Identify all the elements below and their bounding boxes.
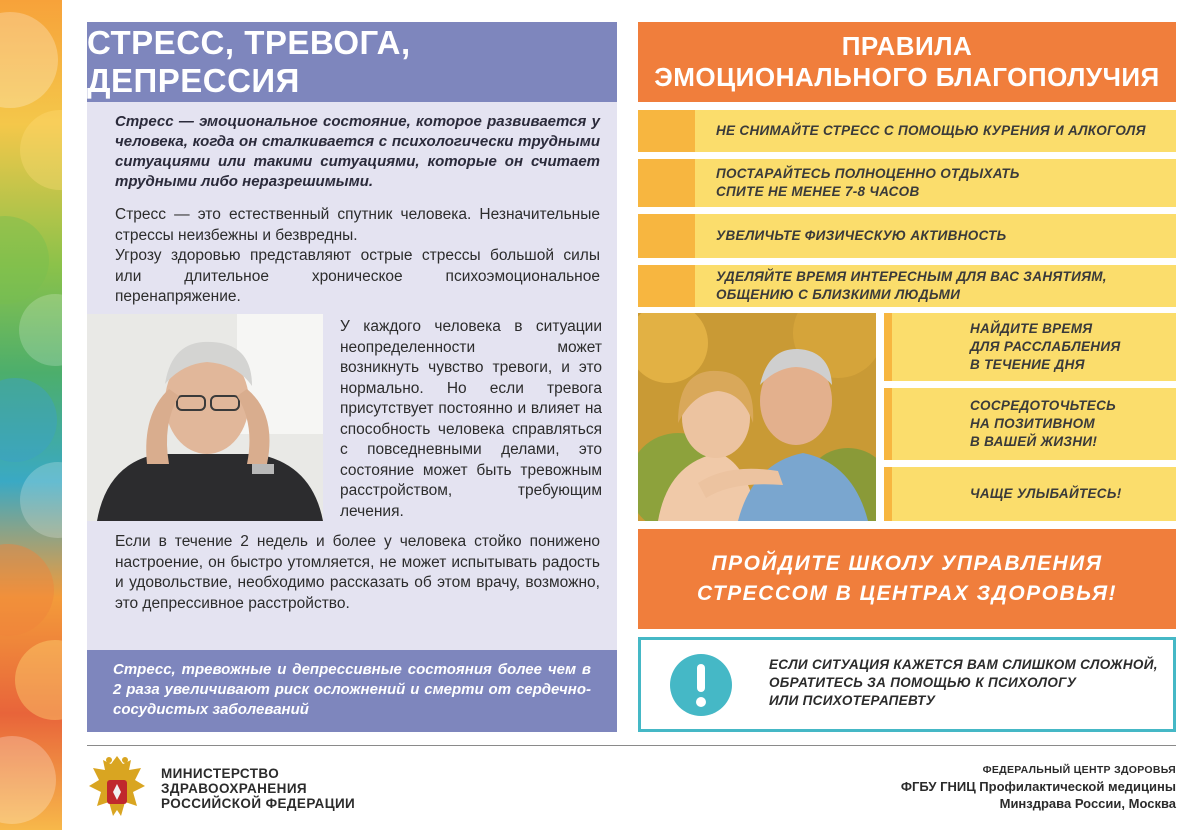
right-title-line2: ЭМОЦИОНАЛЬНОГО БЛАГОПОЛУЧИЯ: [654, 62, 1160, 92]
rule-row-rest: [638, 159, 1176, 207]
left-body: [87, 102, 617, 650]
left-title: СТРЕСС, ТРЕВОГА, ДЕПРЕССИЯ: [87, 24, 411, 99]
rule-text: СОСРЕДОТОЧЬТЕСЬ: [970, 398, 1116, 413]
rule-row-hobbies: [638, 265, 1176, 307]
stress-info-panel: [87, 22, 617, 732]
photo-stressed-man: [87, 314, 323, 521]
wellbeing-rules-panel: [638, 22, 1176, 732]
rule-row-no-smoking: [638, 110, 1176, 152]
rule-text: УВЕЛИЧЬТЕ ФИЗИЧЕСКУЮ АКТИВНОСТЬ: [716, 228, 1007, 243]
rule-text: ЧАЩЕ УЛЫБАЙТЕСЬ!: [970, 486, 1122, 501]
center-line2: ФГБУ ГНИЦ Профилактической медицины: [900, 779, 1176, 794]
center-line1: ФЕДЕРАЛЬНЫЙ ЦЕНТР ЗДОРОВЬЯ: [982, 764, 1176, 776]
psychologist-alert-box: [638, 637, 1176, 732]
health-center-info: [901, 763, 1176, 812]
footer-divider: [87, 745, 1176, 746]
alert-text: [769, 656, 1159, 710]
rule-text: ДЛЯ РАССЛАБЛЕНИЯ: [970, 339, 1121, 354]
rule-text: УДЕЛЯЙТЕ ВРЕМЯ ИНТЕРЕСНЫМ ДЛЯ ВАС ЗАНЯТИЯМ,: [716, 269, 1107, 284]
decorative-pattern: [0, 0, 62, 830]
ministry-line1: МИНИСТЕРСТВО: [161, 766, 280, 781]
rule-text: НЕ СНИМАЙТЕ СТРЕСС С ПОМОЩЬЮ КУРЕНИЯ И АЛКОГОЛЯ: [716, 123, 1146, 138]
rule-text: НАЙДИТЕ ВРЕМЯ: [970, 321, 1093, 336]
right-title-line1: ПРАВИЛА: [841, 31, 973, 61]
ministry-name: [161, 766, 355, 811]
left-title-bar: [87, 22, 617, 102]
alert-line3: ИЛИ ПСИХОТЕРАПЕВТУ: [769, 693, 936, 708]
paragraph-anxiety: У каждого человека в ситуации неопределенности может возникнуть чувство тревоги, и это нормально. Но если тревога присутствует постоянно и влияет на способность человека справляться с повседневными делами, это состояние может быть тревожным расстройством, требующим лечения.: [340, 318, 602, 520]
rule-text: В ВАШЕЙ ЖИЗНИ!: [970, 434, 1098, 449]
ministry-line2: ЗДРАВООХРАНЕНИЯ: [161, 781, 308, 796]
stress-school-cta: [638, 529, 1176, 629]
alert-line2: ОБРАТИТЕСЬ ЗА ПОМОЩЬЮ К ПСИХОЛОГУ: [769, 675, 1077, 690]
cta-line2: СТРЕССОМ В ЦЕНТРАХ ЗДОРОВЬЯ!: [696, 582, 1118, 605]
rule-text: НА ПОЗИТИВНОМ: [970, 416, 1095, 431]
paragraph-health-threat: Угрозу здоровью представляют острые стрессы большой силы или длительное хроническое психоэмоциональное перенапряжение.: [115, 247, 600, 305]
rule-row-activity: [638, 214, 1176, 258]
rule-row-smile: [884, 467, 1176, 521]
alert-line1: ЕСЛИ СИТУАЦИЯ КАЖЕТСЯ ВАМ СЛИШКОМ СЛОЖНОЙ,: [769, 657, 1158, 672]
center-line3: Минздрава России, Москва: [999, 796, 1176, 811]
ministry-line3: РОССИЙСКОЙ ФЕДЕРАЦИИ: [161, 796, 356, 811]
decorative-strip: [0, 0, 62, 830]
paragraph-depression: Если в течение 2 недель и более у человека стойко понижено настроение, он быстро утомляется, не может испытывать радость и удовольствие, необходимо рассказать об этом врачу, возможно, это депрессивное расстройство.: [115, 533, 600, 612]
cta-line1: ПРОЙДИТЕ ШКОЛУ УПРАВЛЕНИЯ: [711, 552, 1103, 575]
exclamation-circle-icon: [668, 652, 734, 718]
right-title-bar: [638, 22, 1176, 102]
coat-of-arms-icon: [85, 752, 149, 824]
photo-happy-couple: [638, 313, 876, 521]
paragraph-natural-companion: Стресс — это естественный спутник человека. Незначительные стрессы неизбежны и безвредны.: [115, 206, 600, 244]
rule-text: ПОСТАРАЙТЕСЬ ПОЛНОЦЕННО ОТДЫХАТЬ: [716, 166, 1020, 181]
rule-row-positive: [884, 388, 1176, 460]
rule-text: ОБЩЕНИЮ С БЛИЗКИМИ ЛЮДЬМИ: [716, 287, 961, 302]
rule-text: В ТЕЧЕНИЕ ДНЯ: [970, 357, 1085, 372]
stress-definition: Стресс — эмоциональное состояние, которое развивается у человека, когда он сталкивается с психологически трудными ситуациями или такими ситуациями, которые он считает трудными либо неразрешимыми.: [115, 113, 600, 190]
left-footer-warning: Стресс, тревожные и депрессивные состояния более чем в 2 раза увеличивают риск осложнений и смерти от сердечно-сосудистых заболеваний: [87, 650, 617, 732]
rule-text: СПИТЕ НЕ МЕНЕЕ 7-8 ЧАСОВ: [716, 184, 920, 199]
rule-row-relax: [884, 313, 1176, 381]
